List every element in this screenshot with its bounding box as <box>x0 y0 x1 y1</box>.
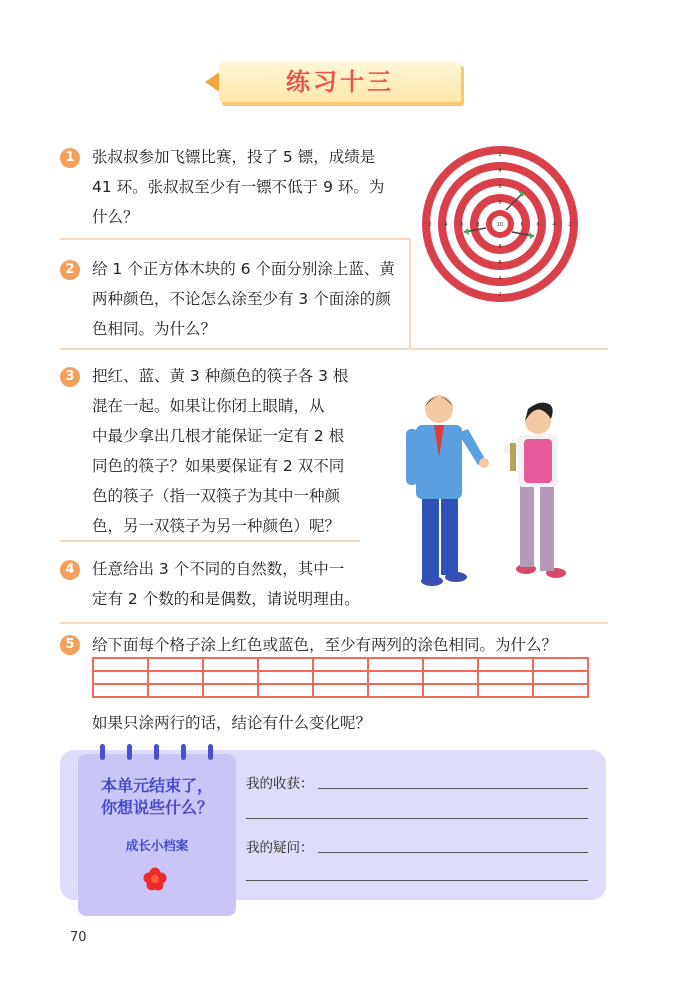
ring-label-4-right: 4 <box>552 222 556 228</box>
page-number: 70 <box>70 930 87 945</box>
problem-1-line-3: 什么？ <box>92 208 139 226</box>
problem-3-line-2: 混在一起。如果让你闭上眼睛，从 <box>92 397 325 415</box>
ring-label-2-right: 2 <box>568 222 572 228</box>
problem-3-text <box>92 361 372 541</box>
divider-3 <box>60 540 360 542</box>
problem-5-followup: 如果只涂两行的话，结论有什么变化呢？ <box>92 714 372 732</box>
card-subtitle: 成长小档案 <box>125 838 189 853</box>
problem-3-number: 3 <box>60 367 80 387</box>
grid-cell[interactable] <box>313 671 368 684</box>
girl-figure <box>504 403 566 578</box>
boy-right-leg <box>441 495 458 575</box>
ring-label-2-left: 2 <box>428 222 432 228</box>
section-title-banner <box>205 60 463 106</box>
girl-left-leg <box>520 485 534 567</box>
boy-hand <box>479 458 489 468</box>
binder-ring-icon <box>100 744 105 760</box>
page-title: 练习十三 <box>286 68 394 96</box>
boy-figure <box>406 395 489 586</box>
grid-cell[interactable] <box>258 684 313 697</box>
binder-ring-icon <box>181 744 186 760</box>
ring-label-6-right: 6 <box>536 222 540 228</box>
gains-answer-line[interactable] <box>246 818 588 819</box>
problem-5-number: 5 <box>60 635 80 655</box>
ring-label-8-bottom: 8 <box>498 244 502 250</box>
grid-cell[interactable] <box>368 684 423 697</box>
problem-4-number: 4 <box>60 560 80 580</box>
gains-answer-line[interactable] <box>318 788 588 789</box>
grid-cell[interactable] <box>203 684 258 697</box>
boy-head <box>425 395 453 423</box>
grid-cell[interactable] <box>313 684 368 697</box>
dartboard-illustration <box>420 144 580 304</box>
grid-cell[interactable] <box>533 658 588 671</box>
grid-row <box>93 671 588 684</box>
questions-label: 我的疑问： <box>246 840 314 856</box>
problem-3-line-5: 色的筷子（指一双筷子为其中一种颜 <box>92 487 341 505</box>
grid-cell[interactable] <box>478 658 533 671</box>
problem-1-text <box>92 142 422 232</box>
grid-cell[interactable] <box>368 671 423 684</box>
grid-cell[interactable] <box>148 658 203 671</box>
problem-4-text <box>92 554 382 614</box>
grid-cell[interactable] <box>313 658 368 671</box>
grid-cell[interactable] <box>423 671 478 684</box>
gains-label: 我的收获： <box>246 776 314 792</box>
problem-1-number: 1 <box>60 148 80 168</box>
problem-2-line-3: 色相同。为什么？ <box>92 320 217 338</box>
problem-3-line-6: 色，另一双筷子为另一种颜色）呢？ <box>92 517 341 535</box>
ring-label-4-left: 4 <box>444 222 448 228</box>
divider-1 <box>60 238 410 240</box>
problem-1-line-1: 张叔叔参加飞镖比赛，投了 5 镖，成绩是 <box>92 148 376 166</box>
flower-icon <box>142 866 168 892</box>
card-title <box>82 775 232 819</box>
children-illustration <box>398 385 588 590</box>
grid-row <box>93 658 588 671</box>
problem-1-line-2: 41 环。张叔叔至少有一镖不低于 9 环。为 <box>92 178 385 196</box>
grid-cell[interactable] <box>258 658 313 671</box>
problem-2-text <box>92 254 422 344</box>
grid-cell[interactable] <box>93 658 148 671</box>
ring-label-4-bottom: 4 <box>498 276 502 282</box>
problem-2-line-1: 给 1 个正方体木块的 6 个面分别涂上蓝、黄 <box>92 260 395 278</box>
ring-label-8-top: 8 <box>498 200 502 206</box>
grid-cell[interactable] <box>423 658 478 671</box>
bullseye-label: 10 <box>496 222 504 228</box>
problem-3-line-4: 同色的筷子？如果要保证有 2 双不同 <box>92 457 345 475</box>
girl-vest <box>524 439 552 483</box>
ring-label-6-bottom: 6 <box>498 260 502 266</box>
card-title-line-1: 本单元结束了， <box>100 776 213 795</box>
ring-label-6-left: 6 <box>460 222 464 228</box>
grid-cell[interactable] <box>368 658 423 671</box>
grid-cell[interactable] <box>258 671 313 684</box>
binder-ring-icon <box>127 744 132 760</box>
divider-2 <box>60 348 608 350</box>
grid-cell[interactable] <box>533 671 588 684</box>
problem-2-number: 2 <box>60 260 80 280</box>
grid-cell[interactable] <box>203 658 258 671</box>
grid-cell[interactable] <box>478 671 533 684</box>
grid-cell[interactable] <box>93 671 148 684</box>
grid-cell[interactable] <box>148 671 203 684</box>
questions-answer-line[interactable] <box>246 880 588 881</box>
problem-2-line-2: 两种颜色，不论怎么涂至少有 3 个面涂的颜 <box>92 290 391 308</box>
ring-label-2-bottom: 2 <box>498 292 502 298</box>
grid-cell[interactable] <box>478 684 533 697</box>
grid-row <box>93 684 588 697</box>
grid-cell[interactable] <box>148 684 203 697</box>
grid-cell[interactable] <box>533 684 588 697</box>
grid-cell[interactable] <box>93 684 148 697</box>
binder-ring-icon <box>208 744 213 760</box>
problem-3-line-1: 把红、蓝、黄 3 种颜色的筷子各 3 根 <box>92 367 349 385</box>
boy-left-arm <box>406 429 418 485</box>
chopsticks-bundle-icon <box>510 443 516 471</box>
ring-label-2-top: 2 <box>498 152 502 158</box>
problem-4-line-1: 任意给出 3 个不同的自然数，其中一 <box>92 560 345 578</box>
questions-answer-line[interactable] <box>318 852 588 853</box>
binder-ring-icon <box>154 744 159 760</box>
ring-label-4-top: 4 <box>498 168 502 174</box>
card-title-line-2: 你想说些什么？ <box>100 798 213 817</box>
ring-label-8-right: 8 <box>520 222 524 228</box>
coloring-grid <box>92 657 589 698</box>
grid-cell[interactable] <box>203 671 258 684</box>
ring-label-8-left: 8 <box>476 222 480 228</box>
boy-left-leg <box>422 495 439 579</box>
girl-right-leg <box>540 485 554 571</box>
problem-5-text: 给下面每个格子涂上红色或蓝色，至少有两列的涂色相同。为什么？ <box>92 636 558 654</box>
problem-3-line-3: 中最少拿出几根才能保证一定有 2 根 <box>92 427 345 445</box>
problem-4-line-2: 定有 2 个数的和是偶数，请说明理由。 <box>92 590 360 608</box>
grid-cell[interactable] <box>423 684 478 697</box>
ring-label-6-top: 6 <box>498 184 502 190</box>
divider-4 <box>60 622 608 624</box>
